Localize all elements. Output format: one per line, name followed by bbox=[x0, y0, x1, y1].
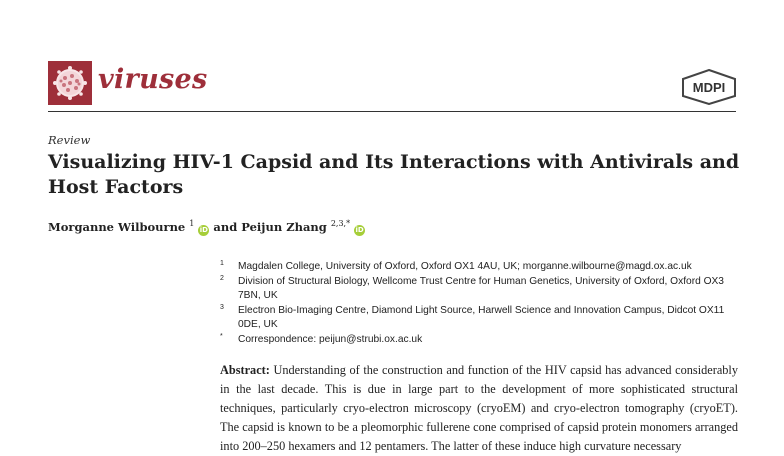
affiliation-number: 1 bbox=[220, 260, 224, 267]
author-affiliation-mark: 1 bbox=[189, 219, 195, 228]
affiliation-text: Division of Structural Biology, Wellcome Trust Centre for Human Genetics, University of Oxford, Oxford OX3 7BN, UK bbox=[238, 275, 724, 301]
orcid-icon[interactable]: iD bbox=[355, 226, 364, 234]
affiliation-item bbox=[220, 260, 740, 275]
affiliation-item bbox=[220, 333, 740, 348]
affiliation-item bbox=[220, 304, 740, 333]
abstract-label: Abstract: bbox=[220, 363, 270, 377]
affiliation-number: * bbox=[220, 332, 223, 340]
affiliation-number: 3 bbox=[220, 303, 224, 311]
abstract-text: Understanding of the construction and function of the HIV capsid has advanced considerably in the last decade. This is due in large part to the development of more sophisticated structural techniques, particularly cryo-electron microscopy (cryoEM) and cryo-electron tomography (cryoET). The capsid is known to be a pleomorphic fullerene cone comprised of capsid protein monomers arranged into 200–250 hexamers and 12 pentamers. The latter of these induce high curvature necessary bbox=[220, 363, 739, 453]
author-joiner: and bbox=[213, 220, 238, 234]
affiliations bbox=[220, 260, 740, 347]
author-name[interactable]: Peijun Zhang bbox=[241, 220, 327, 234]
journal-logo bbox=[48, 61, 92, 105]
header-rule bbox=[48, 111, 736, 112]
publisher-logo-text: MDPI bbox=[692, 80, 726, 95]
affiliation-text: Electron Bio-Imaging Centre, Diamond Light Source, Harwell Science and Innovation Campus, Didcot OX11 0DE, UK bbox=[238, 304, 725, 330]
author-name[interactable]: Morganne Wilbourne bbox=[48, 220, 186, 234]
article-type: Review bbox=[48, 133, 91, 147]
affiliation-text: Correspondence: peijun@strubi.ox.ac.uk bbox=[238, 333, 423, 345]
affiliation-item bbox=[220, 275, 740, 304]
author-affiliation-mark: 2,3,* bbox=[330, 219, 351, 228]
journal-name: viruses bbox=[98, 64, 208, 95]
affiliation-text: Magdalen College, University of Oxford, Oxford OX1 4AU, UK; morganne.wilbourne@magd.ox.ac.uk bbox=[238, 261, 692, 272]
virus-icon bbox=[48, 61, 92, 105]
abstract bbox=[220, 361, 738, 456]
article-title: Visualizing HIV-1 Capsid and Its Interactions with Antivirals and Host Factors bbox=[48, 151, 740, 198]
publisher-logo bbox=[680, 69, 738, 109]
orcid-icon[interactable]: iD bbox=[199, 226, 208, 234]
affiliation-number: 2 bbox=[220, 274, 224, 282]
author-list bbox=[48, 219, 365, 236]
